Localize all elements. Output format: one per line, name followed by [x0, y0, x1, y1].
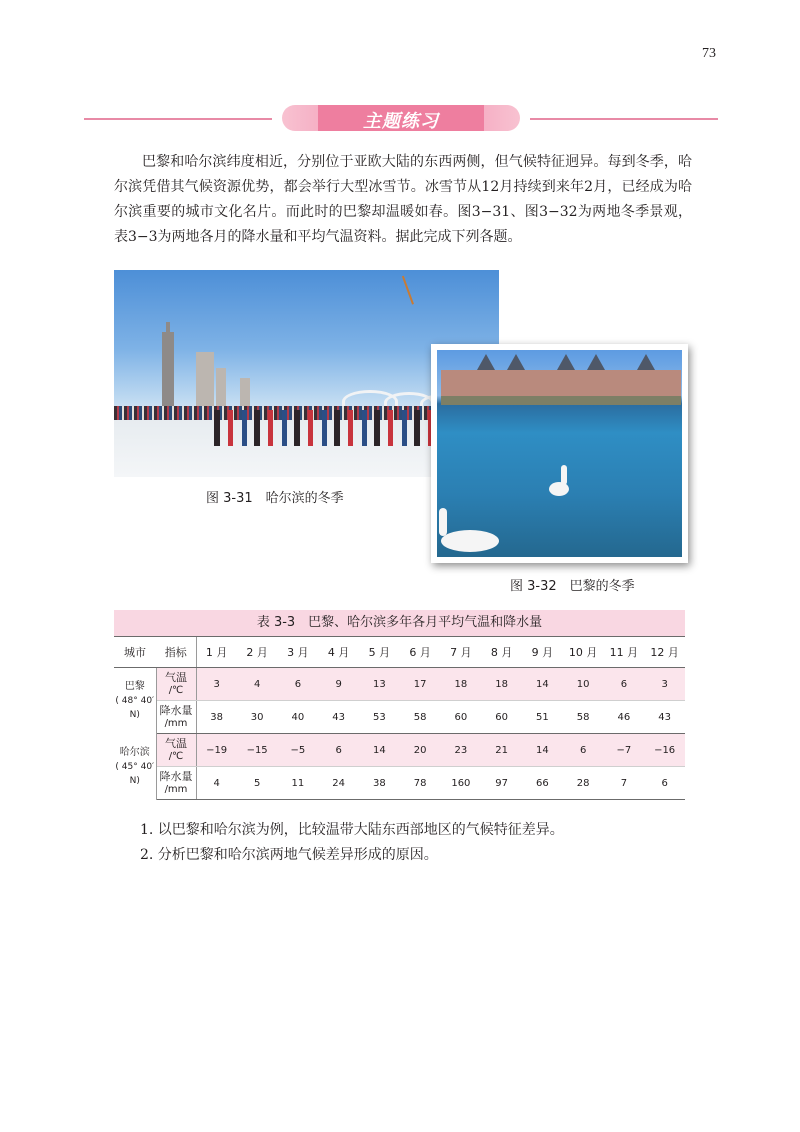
indicator-label: 气温 [165, 671, 187, 684]
city-latitude: ( 48° 40′ N) [115, 695, 155, 720]
question-item: 1. 以巴黎和哈尔滨为例，比较温带大陆东西部地区的气候特征差异。 [140, 822, 564, 838]
header-month: 7 月 [441, 637, 482, 668]
city-cell [114, 734, 156, 800]
indicator-label: 气温 [165, 737, 187, 750]
header-month: 12 月 [644, 637, 685, 668]
precipitation-cell: 24 [318, 767, 359, 800]
precipitation-cell: 30 [237, 701, 278, 734]
temperature-row [114, 668, 685, 701]
section-title-pill [282, 105, 520, 131]
temperature-cell: 14 [522, 668, 563, 701]
intro-paragraph: 巴黎和哈尔滨纬度相近，分别位于亚欧大陆的东西两侧，但气候特征迥异。每到冬季，哈尔滨凭借其气候资源优势，都会举行大型冰雪节。冰雪节从12月持续到来年2月，已经成为哈尔滨重要的城市文化名片。而此时的巴黎却温暖如春。图3−31、图3−32为两地冬季景观，表3−3为两地各月的降水量和平均气温资料。据此完成下列各题。 [114, 154, 692, 245]
photo-tower-spire [166, 322, 170, 334]
section-title: 主题练习 [363, 111, 439, 132]
figure-3-31-caption: 图 3-31 哈尔滨的冬季 [206, 491, 344, 506]
photo-building [196, 352, 214, 410]
precipitation-cell: 66 [522, 767, 563, 800]
precipitation-cell: 51 [522, 701, 563, 734]
question-list [140, 818, 564, 868]
city-name: 巴黎 [124, 680, 145, 692]
temperature-cell: 6 [278, 668, 319, 701]
temperature-cell: 20 [400, 734, 441, 767]
temperature-cell: 21 [481, 734, 522, 767]
temperature-cell: −19 [196, 734, 237, 767]
precipitation-cell: 46 [604, 701, 645, 734]
header-month: 6 月 [400, 637, 441, 668]
precipitation-cell: 7 [604, 767, 645, 800]
precipitation-cell: 58 [563, 701, 604, 734]
header-month: 8 月 [481, 637, 522, 668]
temperature-cell: 14 [522, 734, 563, 767]
temperature-cell: 6 [604, 668, 645, 701]
indicator-temperature [156, 734, 196, 767]
header-month: 2 月 [237, 637, 278, 668]
figure-3-32-caption: 图 3-32 巴黎的冬季 [510, 579, 635, 594]
precipitation-row [114, 701, 685, 734]
precipitation-cell: 160 [441, 767, 482, 800]
precipitation-cell: 6 [644, 767, 685, 800]
city-latitude: ( 45° 40′ N) [115, 761, 155, 786]
table-title: 表 3-3 巴黎、哈尔滨多年各月平均气温和降水量 [114, 610, 685, 637]
temperature-cell: 17 [400, 668, 441, 701]
precipitation-cell: 97 [481, 767, 522, 800]
photo-roof [557, 354, 575, 370]
temperature-cell: 18 [481, 668, 522, 701]
page-number: 73 [702, 46, 716, 61]
indicator-temperature [156, 668, 196, 701]
temperature-cell: 6 [563, 734, 604, 767]
precipitation-cell: 43 [644, 701, 685, 734]
precipitation-cell: 60 [441, 701, 482, 734]
photo-swan-neck [439, 508, 447, 536]
header-rule-left [84, 118, 272, 120]
city-cell [114, 668, 156, 734]
temperature-cell: 14 [359, 734, 400, 767]
paris-winter-photo [437, 350, 682, 557]
question-item: 2. 分析巴黎和哈尔滨两地气候差异形成的原因。 [140, 847, 438, 863]
indicator-unit: /mm [164, 784, 188, 795]
photo-roof [507, 354, 525, 370]
temperature-cell: 6 [318, 734, 359, 767]
header-month: 10 月 [563, 637, 604, 668]
header-month: 11 月 [604, 637, 645, 668]
photo-roof [637, 354, 655, 370]
photo-roof [477, 354, 495, 370]
temperature-cell: 9 [318, 668, 359, 701]
precipitation-cell: 78 [400, 767, 441, 800]
temperature-cell: −15 [237, 734, 278, 767]
header-month: 4 月 [318, 637, 359, 668]
temperature-cell: 13 [359, 668, 400, 701]
temperature-cell: −5 [278, 734, 319, 767]
header-month: 9 月 [522, 637, 563, 668]
precipitation-cell: 43 [318, 701, 359, 734]
header-month: 1 月 [196, 637, 237, 668]
photo-people [214, 410, 434, 446]
paris-winter-photo-frame [431, 344, 688, 563]
climate-table-section [114, 610, 685, 800]
table-header-row [114, 637, 685, 668]
photo-tree-branch [402, 270, 442, 305]
header-month: 5 月 [359, 637, 400, 668]
climate-table-body [114, 668, 685, 800]
precipitation-cell: 4 [196, 767, 237, 800]
header-city: 城市 [114, 637, 156, 668]
indicator-unit: /℃ [168, 685, 184, 696]
city-name: 哈尔滨 [119, 746, 150, 758]
indicator-unit: /℃ [168, 751, 184, 762]
climate-table [114, 637, 685, 800]
precipitation-cell: 53 [359, 701, 400, 734]
precipitation-cell: 38 [196, 701, 237, 734]
precipitation-cell: 5 [237, 767, 278, 800]
section-header [84, 105, 718, 133]
temperature-cell: 3 [196, 668, 237, 701]
photo-tower [162, 332, 174, 408]
indicator-precipitation [156, 767, 196, 800]
temperature-cell: 18 [441, 668, 482, 701]
precipitation-cell: 60 [481, 701, 522, 734]
header-month: 3 月 [278, 637, 319, 668]
temperature-cell: −7 [604, 734, 645, 767]
temperature-cell: −16 [644, 734, 685, 767]
header-indicator: 指标 [156, 637, 196, 668]
photo-building [216, 368, 226, 410]
precipitation-row [114, 767, 685, 800]
photo-swan-neck [561, 465, 567, 485]
indicator-label: 降水量 [159, 770, 193, 783]
precipitation-cell: 40 [278, 701, 319, 734]
temperature-row [114, 734, 685, 767]
photo-roof [587, 354, 605, 370]
temperature-cell: 3 [644, 668, 685, 701]
precipitation-cell: 28 [563, 767, 604, 800]
precipitation-cell: 58 [400, 701, 441, 734]
temperature-cell: 10 [563, 668, 604, 701]
temperature-cell: 4 [237, 668, 278, 701]
temperature-cell: 23 [441, 734, 482, 767]
precipitation-cell: 38 [359, 767, 400, 800]
indicator-precipitation [156, 701, 196, 734]
indicator-unit: /mm [164, 718, 188, 729]
photo-swan [441, 530, 499, 552]
header-rule-right [530, 118, 718, 120]
precipitation-cell: 11 [278, 767, 319, 800]
indicator-label: 降水量 [159, 704, 193, 717]
